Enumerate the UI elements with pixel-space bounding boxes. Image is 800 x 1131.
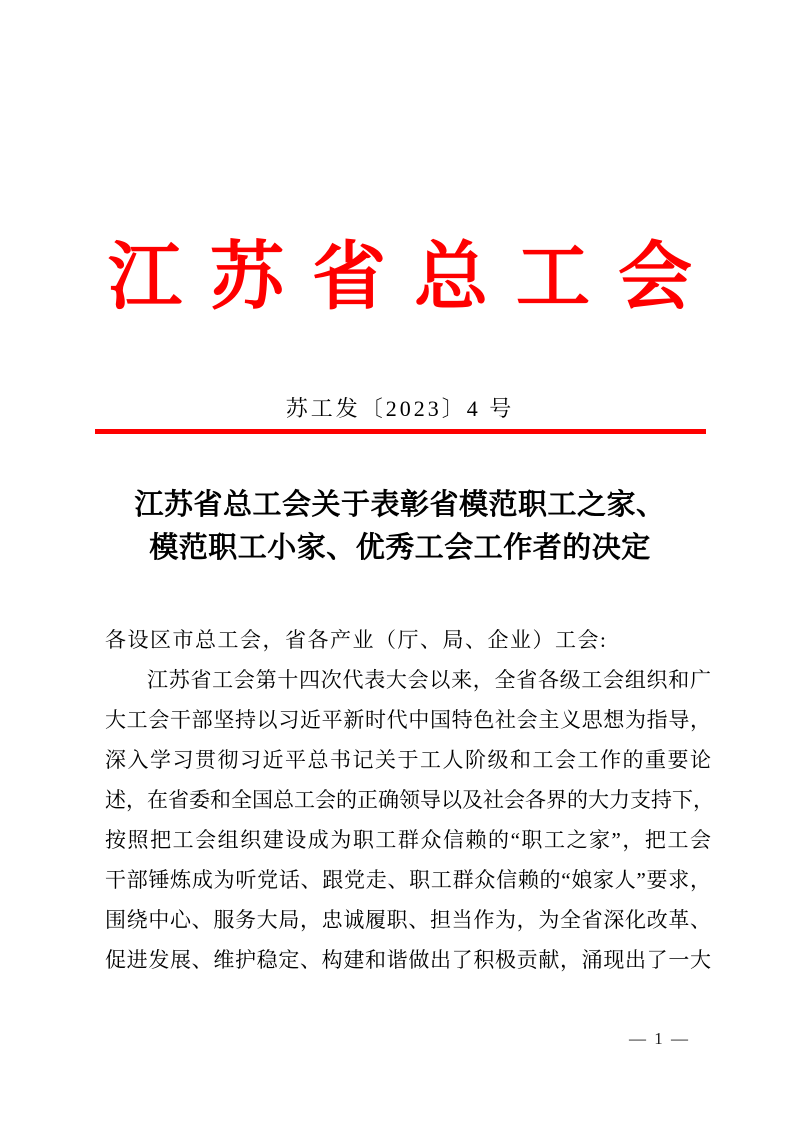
red-divider-line: [95, 429, 706, 434]
body-line: 促进发展、维护稳定、构建和谐做出了积极贡献，涌现出了一大: [105, 948, 711, 972]
body-line: 述，在省委和全国总工会的正确领导以及社会各界的大力支持下，: [105, 788, 714, 812]
body-line: 江苏省工会第十四次代表大会以来，全省各级工会组织和广: [147, 668, 711, 692]
document-body: [105, 620, 714, 980]
body-paragraph: [105, 660, 714, 980]
body-line: 大工会干部坚持以习近平新时代中国特色社会主义思想为指导，: [105, 708, 711, 732]
doc-reference-number: 苏工发〔2023〕4 号: [285, 396, 515, 421]
body-line: 深入学习贯彻习近平总书记关于工人阶级和工会工作的重要论: [105, 748, 711, 772]
document-title-line-1: 江苏省总工会关于表彰省模范职工之家、: [134, 489, 666, 521]
document-title-line-2: 模范职工小家、优秀工会工作者的决定: [149, 532, 651, 564]
document-title: [0, 484, 800, 570]
salutation-line: 各设区市总工会，省各产业（厅、局、企业）工会:: [105, 628, 608, 652]
agency-masthead: 江苏省总工会: [108, 237, 720, 319]
body-line: 干部锤炼成为听党话、跟党走、职工群众信赖的“娘家人”要求，: [105, 868, 711, 892]
body-line: 按照把工会组织建设成为职工群众信赖的“职工之家”，把工会: [105, 828, 711, 852]
body-line: 围绕中心、服务大局，忠诚履职、担当作为，为全省深化改革、: [105, 908, 711, 932]
page-number: — 1 —: [629, 1029, 690, 1048]
